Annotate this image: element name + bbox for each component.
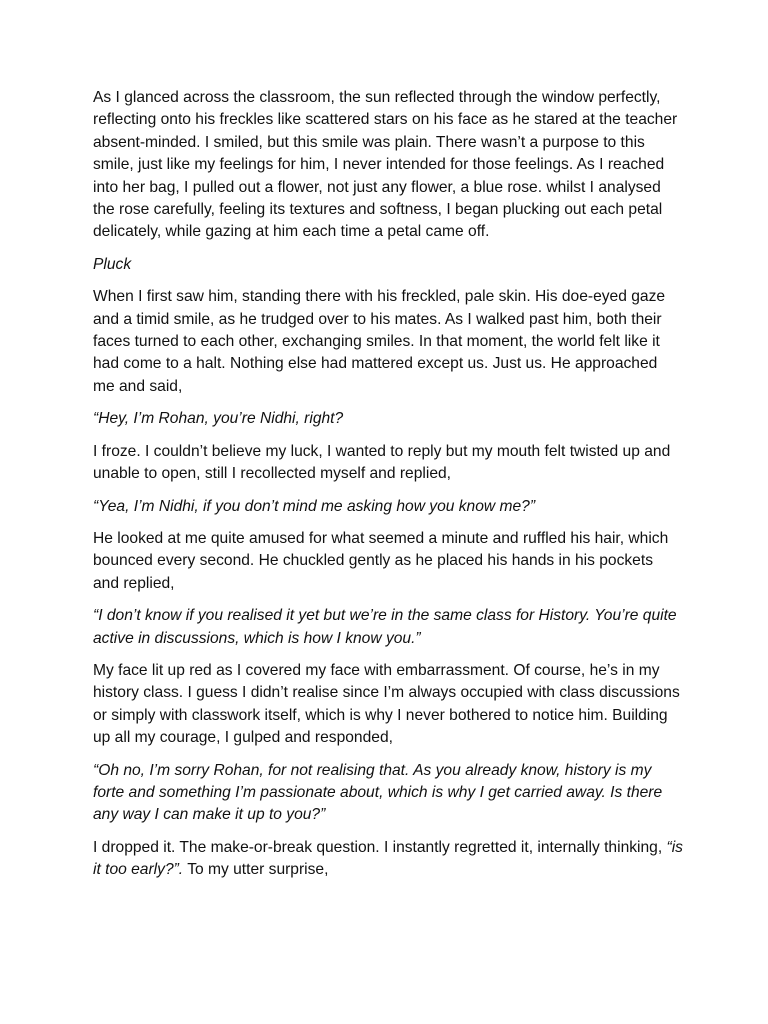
paragraph-11-text-end: To my utter surprise,	[183, 861, 329, 879]
paragraph-5: I froze. I couldn’t believe my luck, I wanted to reply but my mouth felt twisted up and unable to open, still I recollected myself and replied,	[93, 442, 671, 483]
paragraph-1: As I glanced across the classroom, the sun reflected through the window perfectly, reflecting onto his freckles like scattered stars on his face as he stared at the teacher absent-minded. I smiled, but this smile was plain. There wasn’t a purpose to this smile, just like my feelings for him, I never intended for those feelings. As I reached into her bag, I pulled out a flower, not just any flower, a blue rose. whilst I analysed the rose carefully, feeling its textures and softness, I began plucking out each petal delicately, while gazing at him each time a petal came off.	[93, 89, 678, 241]
document-page	[93, 87, 683, 892]
paragraph-9: My face lit up red as I covered my face with embarrassment. Of course, he’s in my history class. I guess I didn’t realise since I’m always occupied with class discussions or simply with classwork itself, which is why I never bothered to notice him. Building up all my courage, I gulped and responded,	[93, 661, 680, 747]
paragraph-3: When I first saw him, standing there with his freckled, pale skin. His doe-eyed gaze and a timid smile, as he trudged over to his mates. As I walked past him, both their faces turned to each other, exchanging smiles. In that moment, the world felt like it had come to a halt. Nothing else had mattered except us. Just us. He approached me and said,	[93, 288, 666, 395]
dialogue-nidhi-1: “Yea, I’m Nidhi, if you don’t mind me asking how you know me?”	[93, 497, 536, 515]
paragraph-11-thought: “is it too early?”.	[93, 838, 683, 879]
dialogue-rohan-1: “Hey, I’m Rohan, you’re Nidhi, right?	[93, 410, 344, 428]
paragraph-7: He looked at me quite amused for what seemed a minute and ruffled his hair, which bounced every second. He chuckled gently as he placed his hands in his pockets and replied,	[93, 529, 669, 592]
dialogue-rohan-2: “I don’t know if you realised it yet but we’re in the same class for History. You’re quite active in discussions, which is how I know you.”	[93, 607, 677, 647]
paragraph-11	[93, 837, 683, 882]
paragraph-11-text-start: I dropped it. The make-or-break question. I instantly regretted it, internally thinking,	[93, 838, 667, 856]
paragraph-pluck: Pluck	[93, 255, 132, 273]
dialogue-nidhi-2: “Oh no, I’m sorry Rohan, for not realising that. As you already know, history is my forte and something I’m passionate about, which is why I get carried away. Is there any way I can make it up to you?”	[93, 761, 663, 824]
